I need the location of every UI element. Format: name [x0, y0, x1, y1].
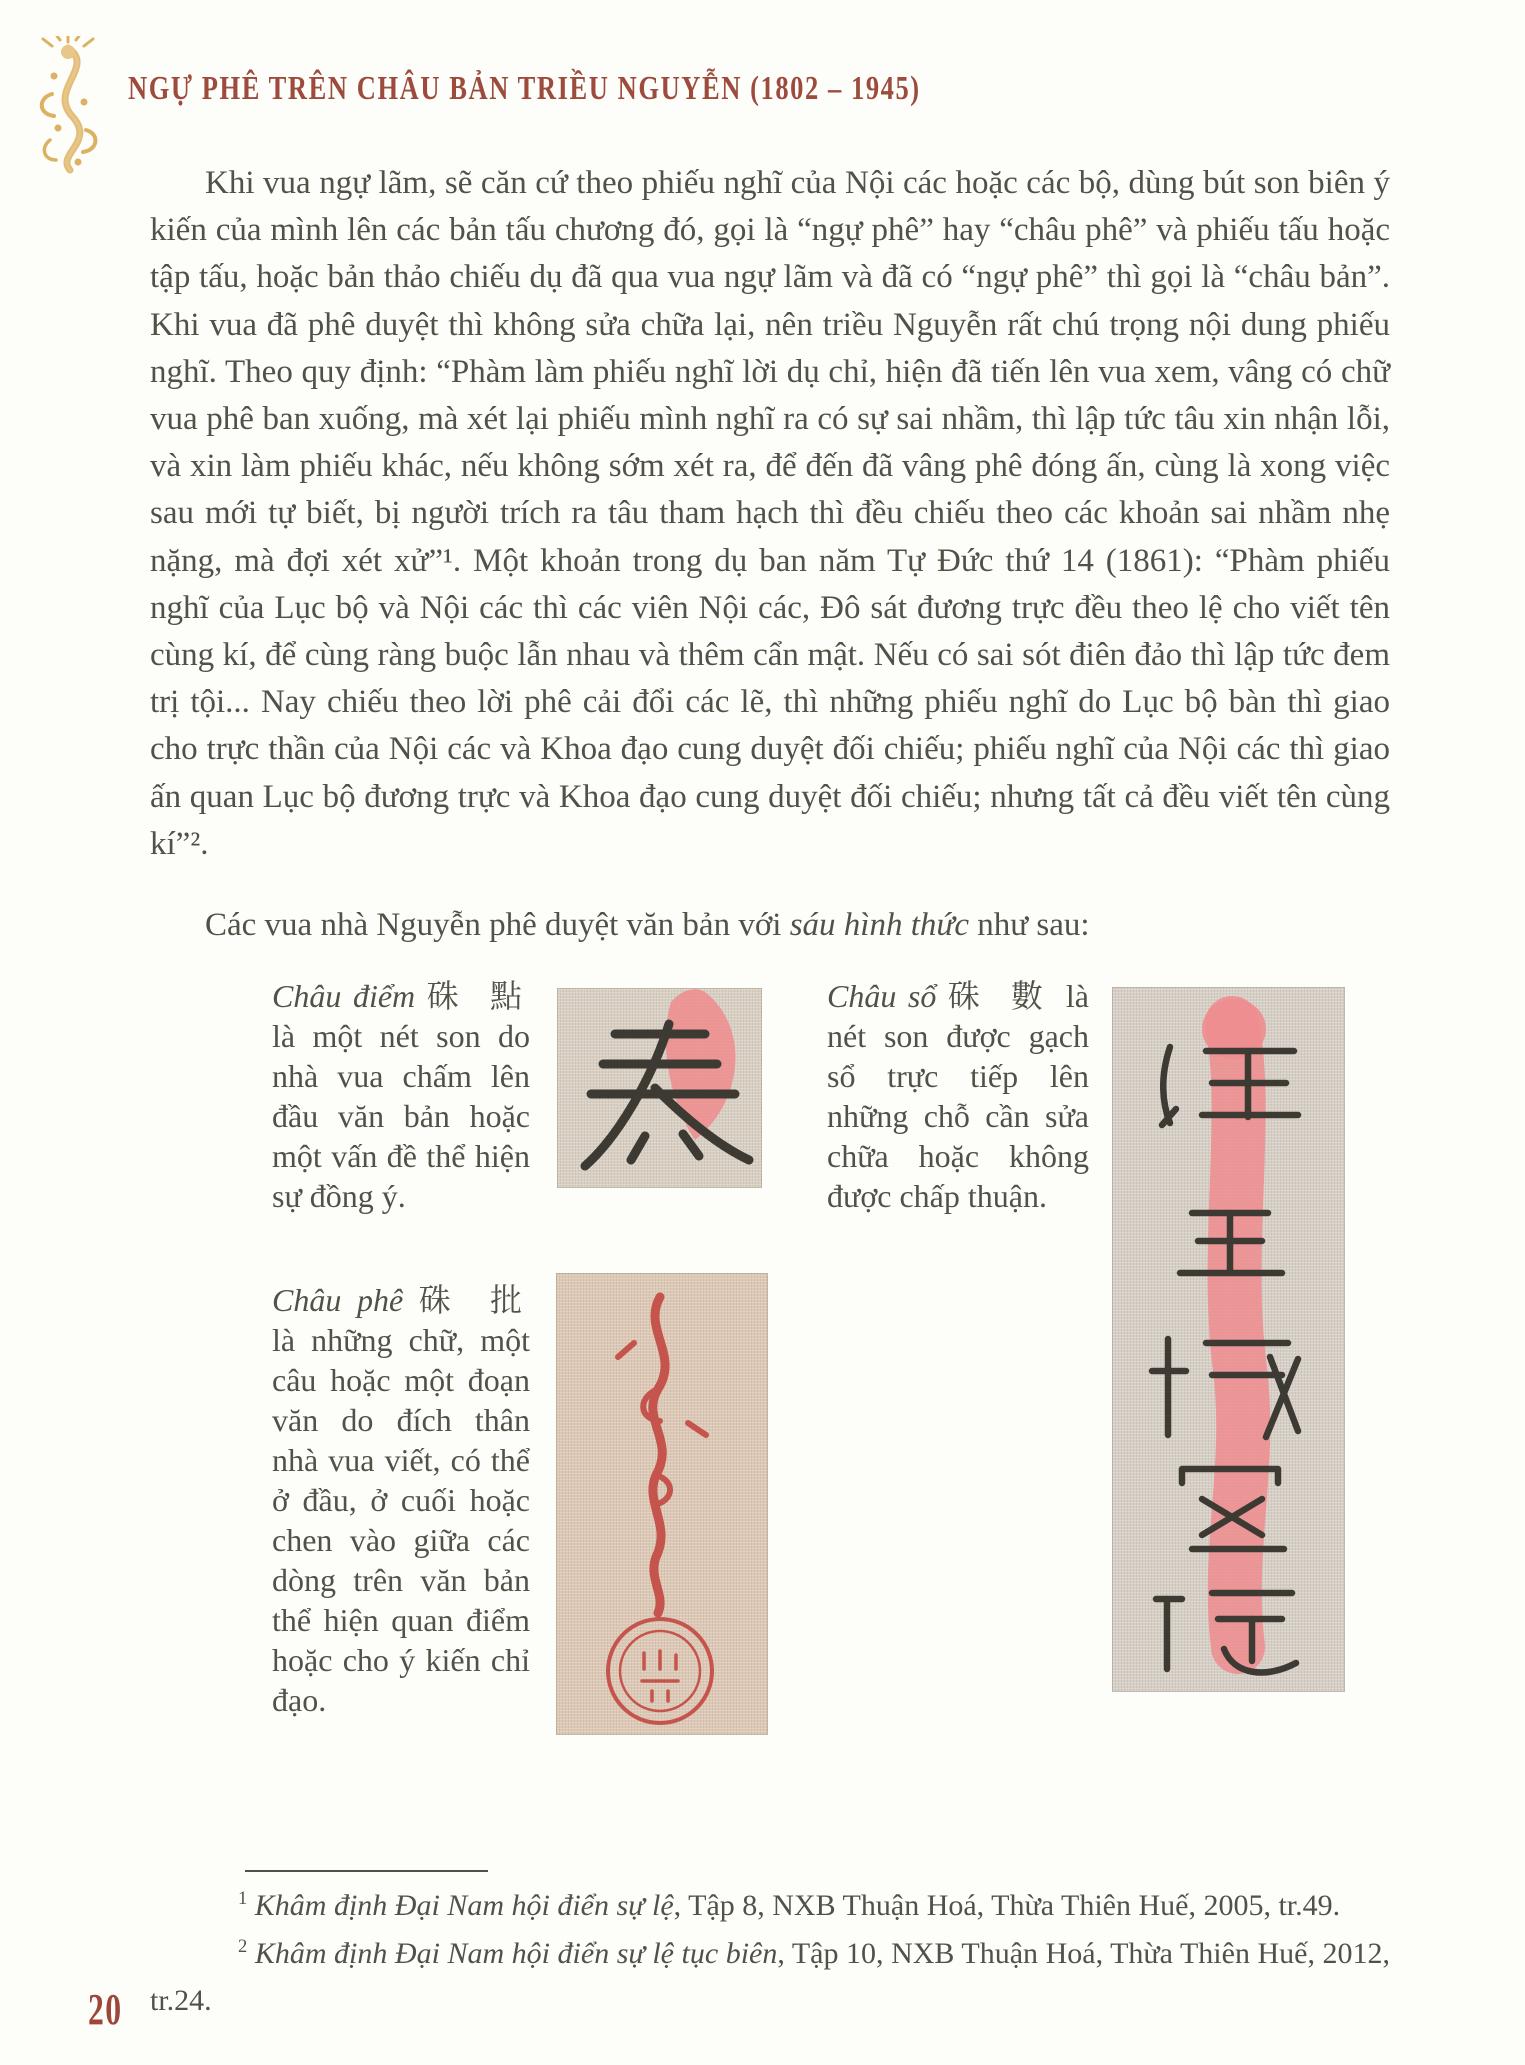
footnote-2-rest: , Tập 10, NXB Thuận Hoá, Thừa Thiên Huế, 2012, tr.24. — [150, 1936, 1390, 2017]
chau-phe-text: là những chữ, một câu hoặc một đoạn văn do đích thân nhà vua viết, có thể ở đầu, ở cuối hoặc chen vào giữa các dòng trên văn bản thể hiện quan điểm hoặc cho ý kiến chỉ đạo. — [272, 1322, 530, 1718]
chau-diem-calligraphy — [557, 988, 762, 1188]
footnote-2-title: Khâm định Đại Nam hội điển sự lệ tục biên — [254, 1936, 778, 1970]
footnote-1-rest: , Tập 8, NXB Thuận Hoá, Thừa Thiên Huế, 2005, tr.49. — [673, 1889, 1341, 1922]
page-header-title: NGỰ PHÊ TRÊN CHÂU BẢN TRIỀU NGUYỄN (1802 – 1945) — [128, 70, 921, 107]
footnote-2-marker: 2 — [238, 1935, 248, 1957]
body-paragraph-2 — [150, 902, 1390, 949]
form-block-chau-so — [827, 976, 1089, 1216]
chau-so-calligraphy — [1112, 987, 1345, 1692]
footnote-1 — [150, 1882, 1390, 1930]
chau-diem-text: là một nét son do nhà vua chấm lên đầu văn bản hoặc một vấn đề thể hiện sự đồng ý. — [272, 1018, 530, 1214]
footnote-1-marker: 1 — [238, 1888, 248, 1909]
paragraph-2-tail: như sau: — [969, 907, 1090, 943]
footnote-separator — [245, 1870, 488, 1872]
footnote-2 — [150, 1930, 1390, 2025]
chau-diem-cjk-label: 硃 點 — [426, 978, 530, 1014]
dragon-emblem-icon — [22, 36, 114, 176]
chau-so-label: Châu sổ — [827, 978, 937, 1014]
footnotes — [150, 1882, 1390, 2025]
footnote-1-title: Khâm định Đại Nam hội điển sự lệ — [254, 1889, 674, 1922]
red-handwriting — [618, 1297, 706, 1613]
chau-so-cjk-label: 硃 數 — [947, 978, 1055, 1014]
chau-so-sample-image — [1112, 987, 1345, 1692]
paragraph-2-emphasis: sáu hình thức — [789, 907, 970, 943]
chau-phe-calligraphy — [556, 1273, 768, 1735]
chau-phe-label: Châu phê — [272, 1282, 404, 1318]
page-number: 20 — [88, 1985, 123, 2034]
chau-so-text: là nét son được gạch sổ trực tiếp lên những chỗ cần sửa chữa hoặc không được chấp thuận. — [827, 978, 1089, 1214]
form-block-chau-phe — [272, 1280, 530, 1720]
form-block-chau-diem — [272, 976, 530, 1216]
chau-phe-sample-image — [556, 1273, 768, 1735]
chau-diem-sample-image — [557, 988, 762, 1188]
body-paragraph-1: Khi vua ngự lãm, sẽ căn cứ theo phiếu nghĩ của Nội các hoặc các bộ, dùng bút son biên ý kiến của mình lên các bản tấu chương đó, gọi là “ngự phê” hay “châu phê” và phiếu tấu hoặc tập tấu, hoặc bản thảo chiếu dụ đã qua vua ngự lãm và đã có “ngự phê” thì gọi là “châu bản”. Khi vua đã phê duyệt thì không sửa chữa lại, nên triều Nguyễn rất chú trọng nội dung phiếu nghĩ. Theo quy định: “Phàm làm phiếu nghĩ lời dụ chỉ, hiện đã tiến lên vua xem, vâng có chữ vua phê ban xuống, mà xét lại phiếu mình nghĩ ra có sự sai nhầm, thì lập tức tâu xin nhận lỗi, và xin làm phiếu khác, nếu không sớm xét ra, để đến đã vâng phê đóng ấn, cùng là xong việc sau mới tự biết, bị người trích ra tâu tham hạch thì đều chiếu theo các khoản sai nhầm nhẹ nặng, mà đợi xét xử”¹. Một khoản trong dụ ban năm Tự Đức thứ 14 (1861): “Phàm phiếu nghĩ của Lục bộ và Nội các thì các viên Nội các, Đô sát đương trực đều theo lệ cho viết tên cùng kí, để cùng ràng buộc lẫn nhau và thêm cẩn mật. Nếu có sai sót điên đảo thì lập tức đem trị tội... Nay chiếu theo lời phê cải đổi các lẽ, thì những phiếu nghĩ do Lục bộ bàn thì giao cho trực thần của Nội các và Khoa đạo cung duyệt đối chiếu; phiếu nghĩ của Nội các thì giao ấn quan Lục bộ đương trực và Khoa đạo cung duyệt đối chiếu; nhưng tất cả đều viết tên cùng kí”². — [150, 165, 1390, 862]
chau-diem-label: Châu điểm — [272, 978, 416, 1014]
chau-phe-cjk-label: 硃 批 — [418, 1282, 530, 1318]
royal-seal — [608, 1619, 712, 1723]
paragraph-2-lead: Các vua nhà Nguyễn phê duyệt văn bản với — [205, 907, 790, 943]
